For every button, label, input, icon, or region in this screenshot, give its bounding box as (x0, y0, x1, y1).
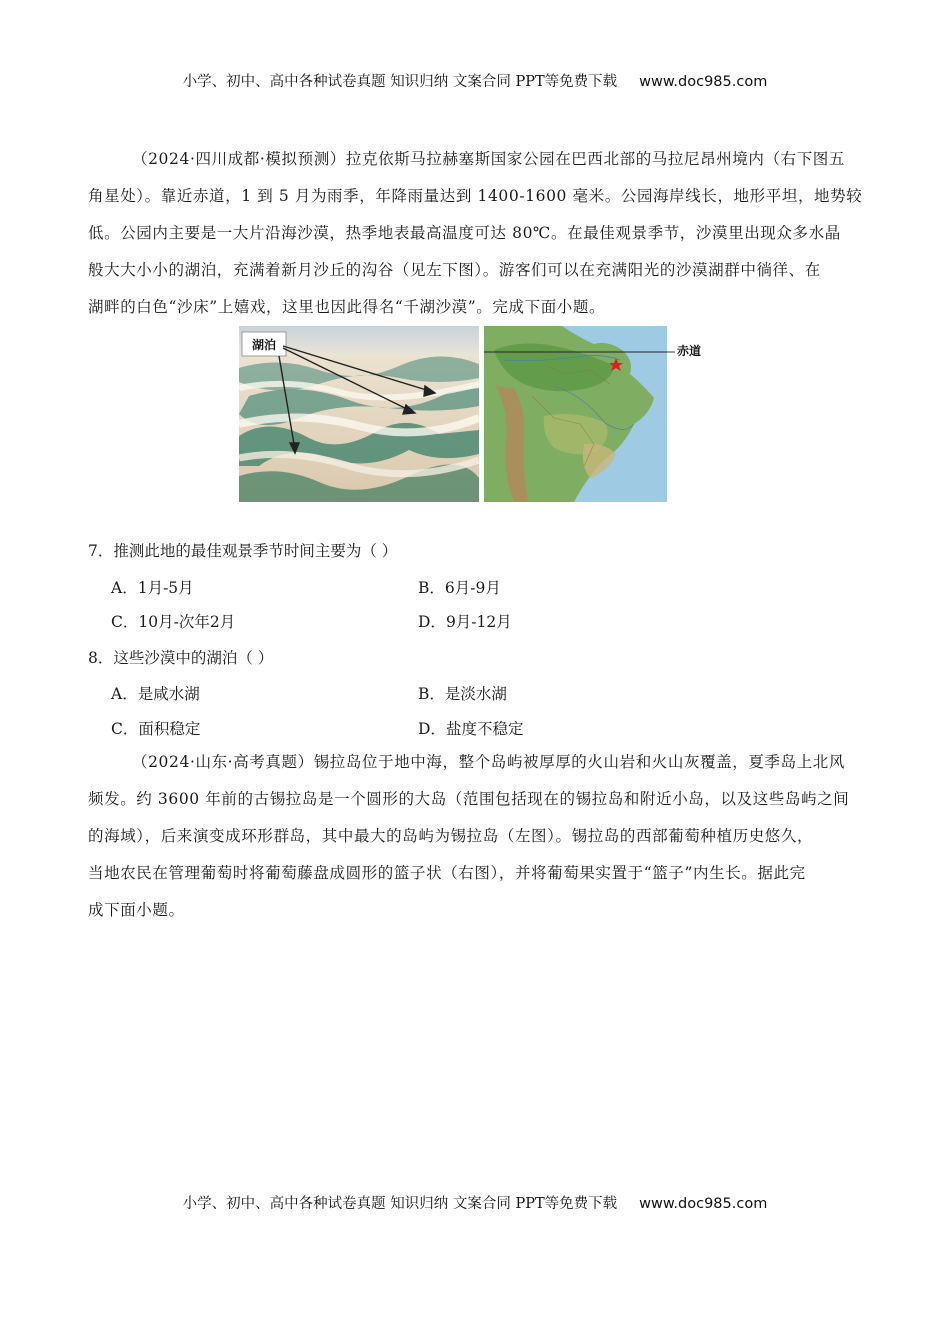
passage-1-source: （2024·四川成都·模拟预测） (132, 150, 346, 168)
option-d[interactable] (418, 717, 523, 739)
equator-label-box (667, 326, 717, 366)
question-text: 这些沙漠中的湖泊（ ） (113, 649, 274, 667)
question-8 (88, 646, 273, 668)
passage-2-line: 的海域），后来演变成环形群岛，其中最大的岛屿为锡拉岛（左图）。锡拉岛的西部葡萄种植历史悠久， (88, 827, 814, 845)
header-site-link[interactable]: www.doc985.com (639, 74, 768, 90)
passage-1-line: 角星处）。靠近赤道，1 到 5 月为雨季，年降雨量达到 1400-1600 毫米。公园海岸线长，地形平坦，地势较 (88, 187, 863, 205)
question-number: 8． (88, 649, 114, 667)
passage-1-line: 拉克依斯马拉赫塞斯国家公园在巴西北部的马拉尼昂州境内（右下图五 (345, 150, 846, 168)
passage-2-line: 当地农民在管理葡萄时将葡萄藤盘成圆形的篮子状（右图），并将葡萄果实置于“篮子”内生长。据此完 (88, 864, 806, 882)
passage-2 (88, 744, 864, 929)
option-letter: C． (111, 720, 139, 738)
option-letter: A． (111, 685, 138, 703)
option-letter: C． (111, 613, 139, 631)
option-letter: D． (418, 720, 446, 738)
option-a[interactable] (111, 682, 200, 704)
option-text: 是淡水湖 (444, 685, 507, 703)
option-c[interactable] (111, 610, 235, 632)
option-c[interactable] (111, 717, 200, 739)
passage-1-line: 低。公园内主要是一大片沿海沙漠，热季地表最高温度可达 80℃。在最佳观景季节，沙漠里出现众多水晶 (88, 224, 841, 242)
option-text: 6月-9月 (444, 579, 501, 597)
option-text: 是咸水湖 (137, 685, 200, 703)
figure-group (239, 326, 702, 502)
equator-label: 赤道 (677, 344, 702, 358)
option-text: 9月-12月 (445, 613, 512, 631)
passage-2-source: （2024·山东·高考真题） (132, 753, 314, 771)
question-7 (88, 539, 397, 561)
question-number: 7． (88, 542, 114, 560)
option-b[interactable] (418, 682, 507, 704)
passage-2-line: 成下面小题。 (88, 901, 185, 919)
option-text: 1月-5月 (137, 579, 194, 597)
desert-lakes-photo (239, 326, 479, 502)
option-letter: D． (418, 613, 446, 631)
question-text: 推测此地的最佳观景季节时间主要为（ ） (113, 542, 398, 560)
lake-label: 湖泊 (251, 338, 277, 352)
option-d[interactable] (418, 610, 512, 632)
passage-1 (88, 141, 864, 326)
option-letter: B． (418, 685, 445, 703)
footer-site-link[interactable]: www.doc985.com (639, 1196, 768, 1212)
option-text: 面积稳定 (138, 720, 201, 738)
header-tagline: 小学、初中、高中各种试卷真题 知识归纳 文案合同 PPT等免费下载 (182, 74, 618, 90)
page-footer (0, 1192, 950, 1213)
option-letter: B． (418, 579, 445, 597)
passage-1-line: 般大大小小的湖泊，充满着新月沙丘的沟谷（见左下图）。游客们可以在充满阳光的沙漠湖群中徜徉、在 (88, 261, 821, 279)
south-america-map (484, 326, 667, 502)
page-header (0, 70, 950, 91)
footer-tagline: 小学、初中、高中各种试卷真题 知识归纳 文案合同 PPT等免费下载 (182, 1196, 618, 1212)
option-a[interactable] (111, 576, 194, 598)
option-letter: A． (111, 579, 138, 597)
passage-2-line: 频发。约 3600 年前的古锡拉岛是一个圆形的大岛（范围包括现在的锡拉岛和附近小岛，以及这些岛屿之间 (88, 790, 850, 808)
option-b[interactable] (418, 576, 501, 598)
passage-2-line: 锡拉岛位于地中海，整个岛屿被厚厚的火山岩和火山灰覆盖，夏季岛上北风 (313, 753, 846, 771)
option-text: 10月-次年2月 (138, 613, 236, 631)
passage-1-line: 湖畔的白色“沙床”上嬉戏，这里也因此得名“千湖沙漠”。完成下面小题。 (88, 298, 606, 316)
option-text: 盐度不稳定 (445, 720, 524, 738)
